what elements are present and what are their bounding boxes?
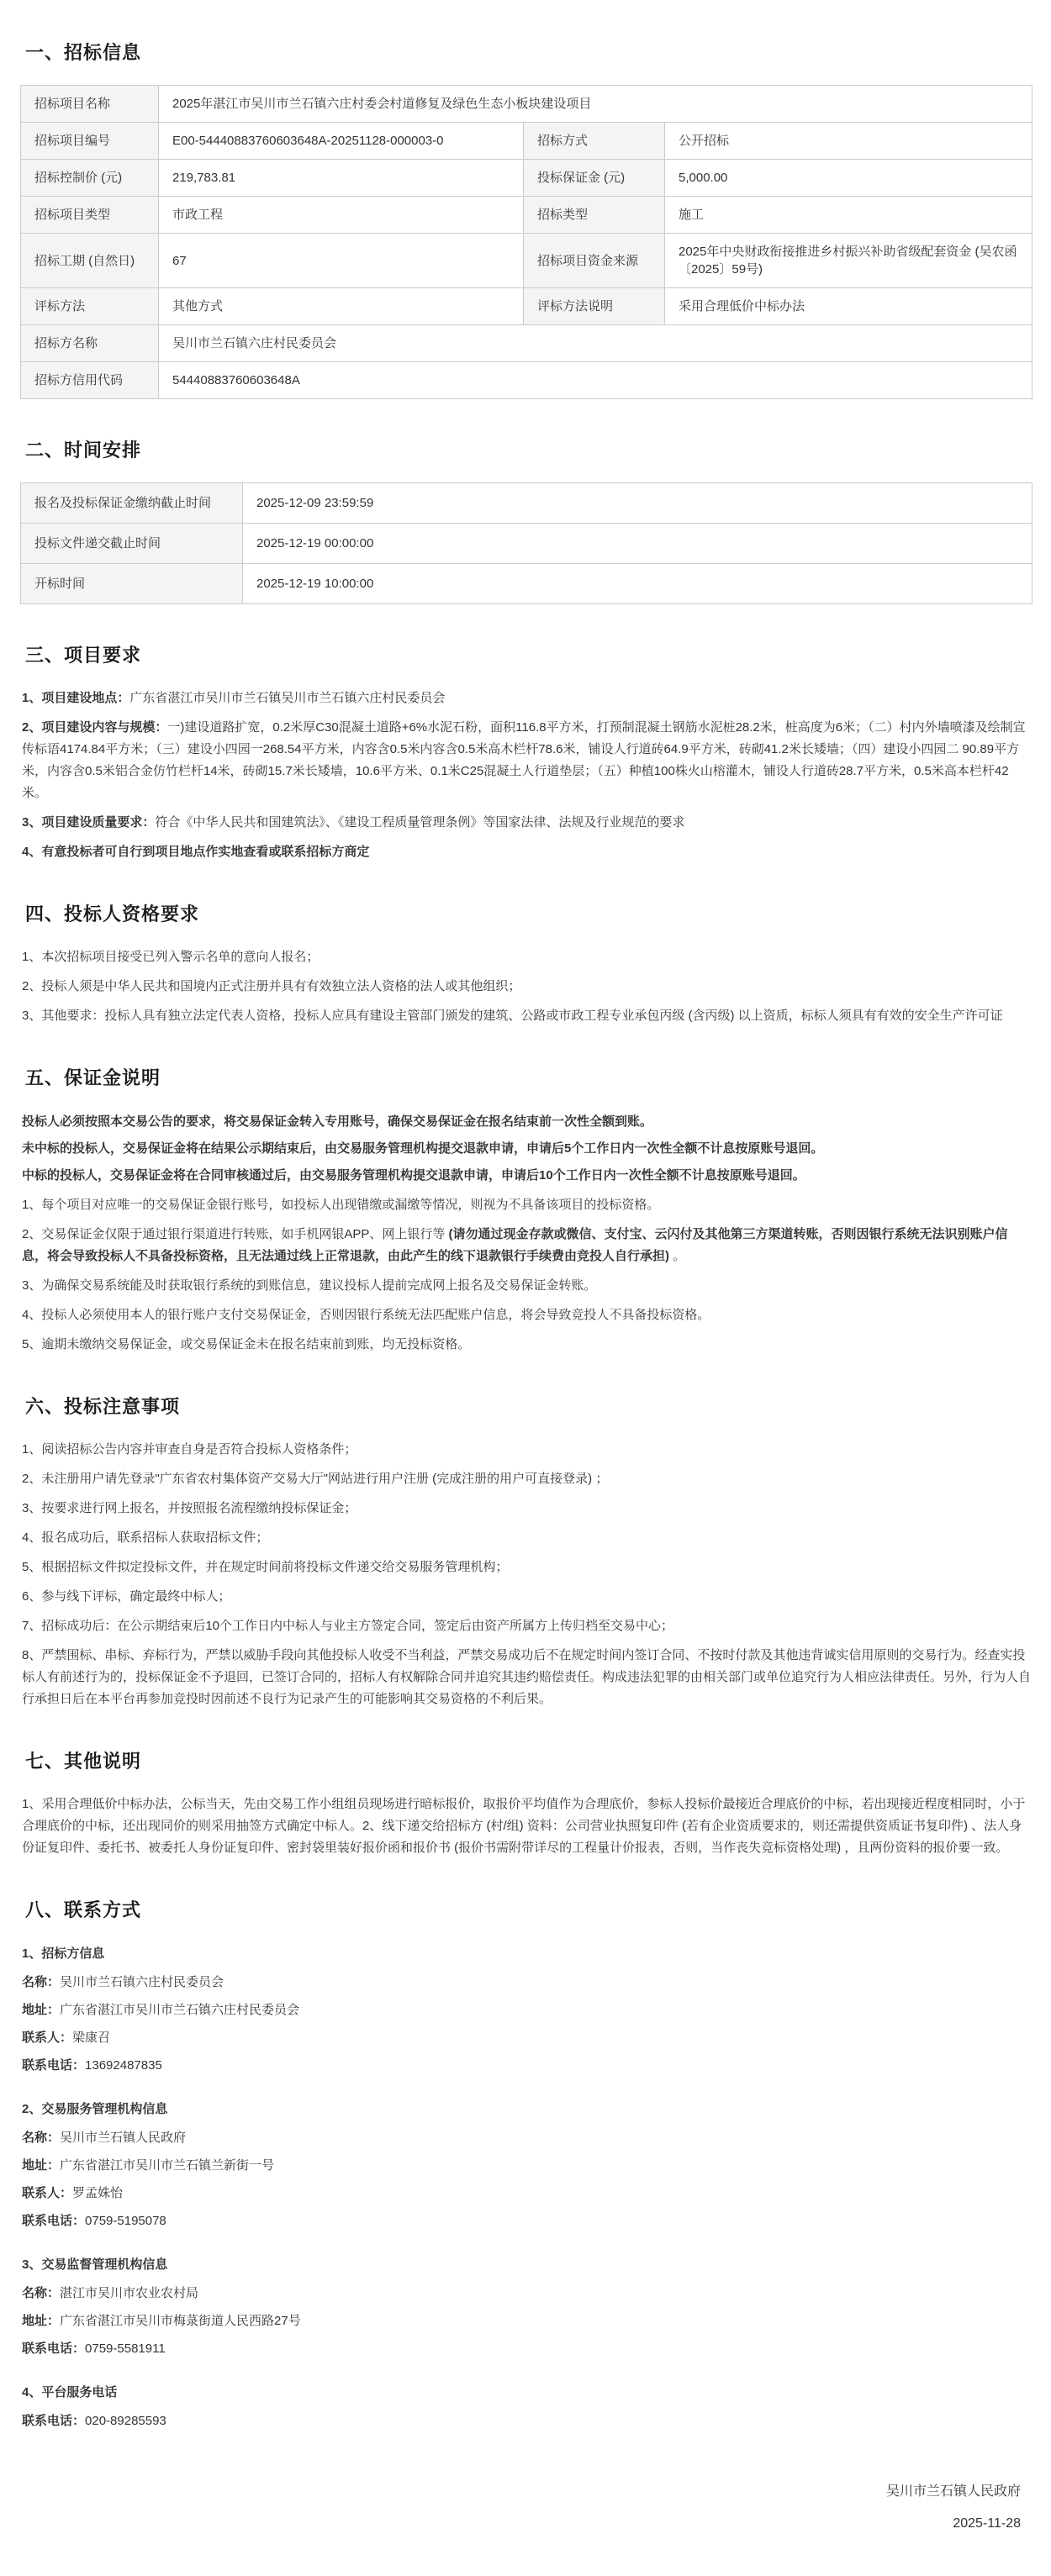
bidding-note-item: 4、报名成功后，联系招标人获取招标文件； [22, 1530, 269, 1545]
footer-date: 2025-11-28 [953, 2516, 1021, 2531]
contact-group-heading: 1、招标方信息 [22, 1946, 105, 1961]
contact-group-supervision [22, 2255, 1033, 2357]
bid-opening-time-value: 2025-12-19 10:00:00 [243, 564, 1033, 604]
project-name-value: 2025年湛江市吴川市兰石镇六庄村委会村道修复及绿色生态小板块建设项目 [159, 86, 1033, 123]
contact-group-heading: 3、交易监督管理机构信息 [22, 2257, 168, 2272]
contact-address-line: 地址：广东省湛江市吴川市兰石镇六庄村民委员会 [22, 2003, 300, 2017]
contact-person-line: 联系人：梁康召 [22, 2031, 111, 2045]
table-row [21, 160, 1033, 197]
section-title-tender-info: 一、招标信息 [25, 42, 142, 63]
qualification-item: 3、其他要求：投标人具有独立法定代表人资格，投标人应具有建设主管部门颁发的建筑、公路或市政工程专业承包丙级 (含丙级) 以上资质，标标人须具有有效的安全生产许可证 [22, 1009, 1003, 1023]
contact-group-trade-service [22, 2099, 1033, 2230]
eval-method-label: 评标方法 [21, 288, 159, 325]
credit-code-value: 54440883760603648A [159, 362, 1033, 399]
tenderer-name-value: 吴川市兰石镇六庄村民委员会 [159, 325, 1033, 362]
project-type-value: 市政工程 [159, 197, 524, 234]
section-other-notes [20, 1747, 1033, 1859]
deposit-intro-line: 投标人必须按照本交易公告的要求，将交易保证金转入专用账号，确保交易保证金在报名结束前一次性全额到账。 [22, 1114, 653, 1129]
control-price-label: 招标控制价 (元) [21, 160, 159, 197]
bid-opening-time-label: 开标时间 [21, 564, 243, 604]
contact-group-tenderer [22, 1944, 1033, 2074]
section-project-requirements [20, 641, 1033, 863]
table-row [21, 197, 1033, 234]
eval-method-value: 其他方式 [159, 288, 524, 325]
bidding-note-item: 1、阅读招标公告内容并审查自身是否符合投标人资格条件； [22, 1442, 357, 1457]
contact-address-line: 地址：广东省湛江市吴川市梅菉街道人民西路27号 [22, 2314, 301, 2328]
qualification-item: 2、投标人须是中华人民共和国境内正式注册并具有有效独立法人资格的法人或其他组织； [22, 979, 521, 993]
contact-name-line: 名称：吴川市兰石镇人民政府 [22, 2131, 187, 2145]
contact-group-heading: 2、交易服务管理机构信息 [22, 2102, 168, 2116]
requirement-item: 3、项目建设质量要求：符合《中华人民共和国建筑法》、《建设工程质量管理条例》等国家法律、法规及行业规范的要求 [22, 815, 685, 830]
tender-method-label: 招标方式 [524, 123, 665, 160]
project-name-label: 招标项目名称 [21, 86, 159, 123]
deposit-item: 1、每个项目对应唯一的交易保证金银行账号，如投标人出现错缴或漏缴等情况，则视为不具备该项目的投标资格。 [22, 1198, 660, 1212]
project-code-value: E00-54440883760603648A-20251128-000003-0 [159, 123, 524, 160]
qualification-item: 1、本次招标项目接受已列入警示名单的意向人报名； [22, 950, 320, 964]
section-title-schedule: 二、时间安排 [25, 440, 142, 461]
section-title-bidder-qualifications: 四、投标人资格要求 [25, 903, 200, 925]
section-schedule [20, 436, 1033, 604]
table-row [21, 564, 1033, 604]
section-tender-info [20, 39, 1033, 399]
requirement-item: 2、项目建设内容与规模：一)建设道路扩宽，0.2米厚C30混凝土道路+6%水泥石粉，面积116.8平方米，打预制混凝土钢筋水泥桩28.2米，桩高度为6米；（二）村内外墙喷漆及绘制宣传标语4174.84平方米；（三）建设小四园一268.54平方米，内容含0.5米内容含0.5米高木栏杆78.6米，铺设人行道砖64.9平方米，砖砌41.2米长矮墙；（四）建设小四园二 90.89平方米，内容含0.5米铝合金仿竹栏杆14米，砖砌15.7米长矮墙，10.6平方米、0.1米C25混凝土人行道垫层；（五）种植100株火山榕灌木，铺设人行道砖28.7平方米，0.5米高本栏杆42米。 [22, 720, 1026, 800]
table-row [21, 86, 1033, 123]
deposit-intro-line: 中标的投标人，交易保证金将在合同审核通过后，由交易服务管理机构提交退款申请，申请后10个工作日内一次性全额不计息按原账号退回。 [22, 1168, 805, 1183]
table-row [21, 123, 1033, 160]
eval-note-value: 采用合理低价中标办法 [665, 288, 1033, 325]
bid-submit-deadline-label: 投标文件递交截止时间 [21, 524, 243, 564]
eval-note-label: 评标方法说明 [524, 288, 665, 325]
deposit-item: 5、逾期未缴纳交易保证金，或交易保证金未在报名结束前到账，均无投标资格。 [22, 1337, 471, 1351]
tenderer-name-label: 招标方名称 [21, 325, 159, 362]
signup-deadline-label: 报名及投标保证金缴纳截止时间 [21, 483, 243, 524]
section-deposit-notes [20, 1064, 1033, 1356]
bidding-note-item: 3、按要求进行网上报名，并按照报名流程缴纳投标保证金； [22, 1501, 357, 1515]
bid-deposit-value: 5,000.00 [665, 160, 1033, 197]
bidding-note-item: 8、严禁围标、串标、弃标行为，严禁以威胁手段向其他投标人收受不当利益，严禁交易成功后不在规定时间内签订合同、不按时付款及其他违背诚实信用原则的交易行为。经查实投标人有前述行为的，投标保证金不予退回，已签订合同的，招标人有权解除合同并追究其违约赔偿责任。构成违法犯罪的由相关部门或单位追究行为人相应法律责任。另外，行为人自行承担日后在本平台再参加竞投时因前述不良行为记录产生的可能影响其交易资格的不利后果。 [22, 1648, 1032, 1706]
bid-deposit-label: 投标保证金 (元) [524, 160, 665, 197]
section-title-bidding-notes: 六、投标注意事项 [25, 1396, 181, 1417]
project-type-label: 招标项目类型 [21, 197, 159, 234]
section-bidder-qualifications [20, 900, 1033, 1027]
contact-address-line: 地址：广东省湛江市吴川市兰石镇兰新街一号 [22, 2158, 275, 2173]
table-row [21, 325, 1033, 362]
bid-submit-deadline-value: 2025-12-19 00:00:00 [243, 524, 1033, 564]
contact-group-heading: 4、平台服务电话 [22, 2385, 118, 2400]
project-code-label: 招标项目编号 [21, 123, 159, 160]
section-title-contact-info: 八、联系方式 [25, 1899, 142, 1920]
bidding-note-item: 5、根据招标文件拟定投标文件，并在规定时间前将投标文件递交给交易服务管理机构； [22, 1560, 509, 1574]
contact-phone-line: 联系电话：0759-5581911 [22, 2342, 166, 2356]
deposit-intro-line: 未中标的投标人，交易保证金将在结果公示期结束后，由交易服务管理机构提交退款申请，申请后5个工作日内一次性全额不计息按原账号退回。 [22, 1141, 824, 1156]
requirement-item: 1、项目建设地点：广东省湛江市吴川市兰石镇吴川市兰石镇六庄村民委员会 [22, 691, 446, 705]
section-contact-info [20, 1896, 1033, 2430]
footer-organization: 吴川市兰石镇人民政府 [885, 2484, 1021, 2499]
deposit-item: 3、为确保交易系统能及时获取银行系统的到账信息，建议投标人提前完成网上报名及交易保证金转账。 [22, 1278, 597, 1293]
fund-source-value: 2025年中央财政衔接推进乡村振兴补助省级配套资金 (吴农函〔2025〕59号) [665, 234, 1033, 288]
table-row [21, 524, 1033, 564]
signup-deadline-value: 2025-12-09 23:59:59 [243, 483, 1033, 524]
tender-type-value: 施工 [665, 197, 1033, 234]
contact-group-platform [22, 2383, 1033, 2430]
contact-name-line: 名称：湛江市吴川市农业农村局 [22, 2286, 199, 2300]
document-footer [20, 2482, 1033, 2534]
requirement-item: 4、有意投标者可自行到项目地点作实地查看或联系招标方商定 [22, 845, 370, 859]
table-row [21, 483, 1033, 524]
duration-label: 招标工期 (自然日) [21, 234, 159, 288]
section-title-other-notes: 七、其他说明 [25, 1751, 142, 1772]
contact-phone-line: 联系电话：13692487835 [22, 2058, 162, 2073]
section-title-project-requirements: 三、项目要求 [25, 645, 142, 666]
bidding-note-item: 7、招标成功后：在公示期结束后10个工作日内中标人与业主方签定合同，签定后由资产所属方上传归档至交易中心； [22, 1619, 674, 1633]
tender-type-label: 招标类型 [524, 197, 665, 234]
bidding-note-item: 2、未注册用户请先登录"广东省农村集体资产交易大厅"网站进行用户注册 (完成注册的用户可直接登录) ； [22, 1472, 609, 1486]
section-bidding-notes [20, 1393, 1033, 1710]
deposit-item: 2、交易保证金仅限于通过银行渠道进行转账，如手机网银APP、网上银行等 (请勿通过现金存款或微信、支付宝、云闪付及其他第三方渠道转账，否则因银行系统无法识别账户信息，将会导致投标人不具备投标资格，且无法通过线上正常退款，由此产生的线下退款银行手续费由竞投人自行承担) 。 [22, 1227, 1008, 1263]
duration-value: 67 [159, 234, 524, 288]
schedule-table [20, 482, 1033, 604]
deposit-item: 4、投标人必须使用本人的银行账户支付交易保证金，否则因银行系统无法匹配账户信息，将会导致竞投人不具备投标资格。 [22, 1308, 710, 1322]
bidding-note-item: 6、参与线下评标，确定最终中标人； [22, 1589, 231, 1604]
control-price-value: 219,783.81 [159, 160, 524, 197]
table-row [21, 288, 1033, 325]
contact-phone-line: 联系电话：0759-5195078 [22, 2214, 166, 2228]
section-title-deposit-notes: 五、保证金说明 [25, 1067, 161, 1088]
deposit-intro [20, 1110, 1033, 1187]
table-row [21, 234, 1033, 288]
contact-phone-line: 联系电话：020-89285593 [22, 2414, 166, 2428]
contact-name-line: 名称：吴川市兰石镇六庄村民委员会 [22, 1975, 224, 1989]
credit-code-label: 招标方信用代码 [21, 362, 159, 399]
table-row [21, 362, 1033, 399]
fund-source-label: 招标项目资金来源 [524, 234, 665, 288]
tender-method-value: 公开招标 [665, 123, 1033, 160]
tender-info-table [20, 85, 1033, 399]
contact-person-line: 联系人：罗孟姝怡 [22, 2186, 124, 2200]
other-notes-text: 1、采用合理低价中标办法，公标当天，先由交易工作小组组员现场进行暗标报价，取报价平均值作为合理底价，参标人投标价最接近合理底价的中标，若出现接近程度相同时，小于合理底价的中标，还出现同价的则采用抽签方式确定中标人。2、线下递交给招标方 (村/组) 资料：公司营业执照复印件 (若有企业资质要求的，则还需提供资质证书复印件) 、法人身份证复印件、委托书、被委托人身份证复印件、密封袋里装好报价函和报价书 (报价书需附带详尽的工程量计价报表，否则，当作丧失竞标资格处理) ，且两份资料的报价要一致。 [22, 1797, 1026, 1855]
